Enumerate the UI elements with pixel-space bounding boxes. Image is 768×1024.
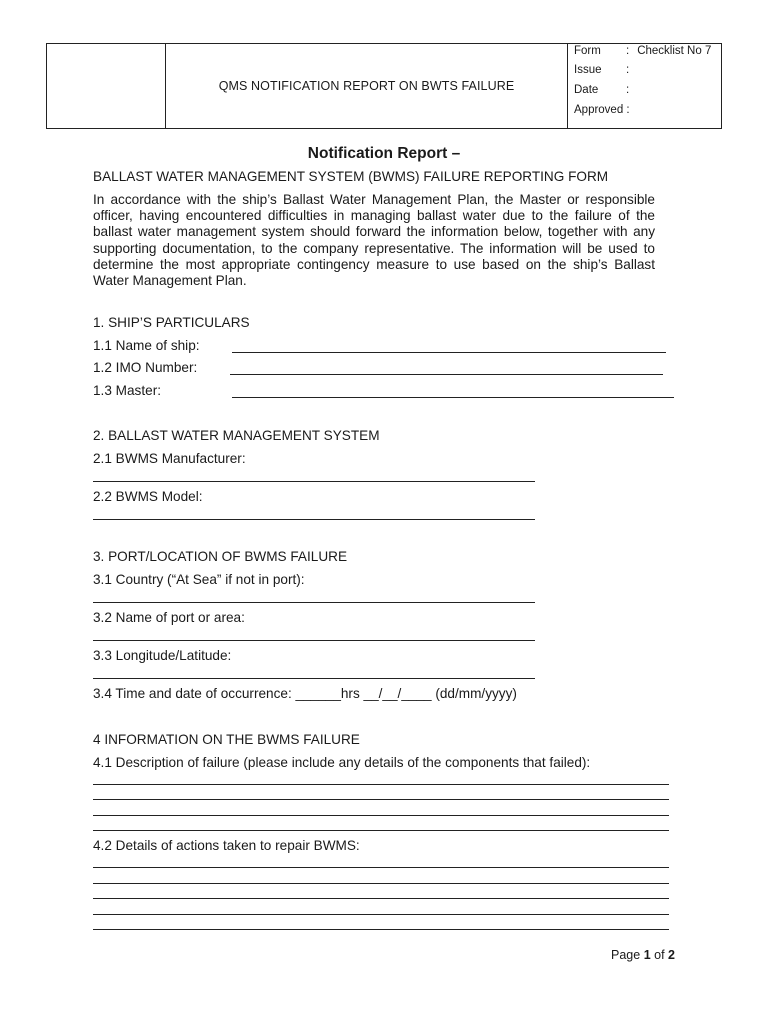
- label-name-of-ship: 1.1 Name of ship:: [93, 338, 200, 353]
- intro-paragraph: In accordance with the ship’s Ballast Water Management Plan, the Master or responsible officer, having encountered difficulties in managing ballast water due to the failure of the ballast water management system should forward the information below, together with any supporting documentation, to the company representative. The information will be used to determine the most appropriate contingency measure to use based on the ship’s Ballast Water Management Plan.: [93, 192, 655, 289]
- field-bwms-model[interactable]: [93, 519, 535, 520]
- field-bwms-manufacturer[interactable]: [93, 481, 535, 482]
- meta-approved: Approved :: [574, 104, 630, 116]
- meta-form: Form : Checklist No 7: [574, 45, 712, 57]
- label-time-date-occurrence[interactable]: 3.4 Time and date of occurrence: ______hrs __/__/____ (dd/mm/yyyy): [93, 686, 517, 701]
- report-title: Notification Report –: [307, 145, 461, 162]
- header-meta: [568, 44, 722, 128]
- label-failure-description: 4.1 Description of failure (please include any details of the components that failed):: [93, 755, 591, 770]
- label-port-or-area: 3.2 Name of port or area:: [93, 610, 245, 625]
- meta-form-value: Checklist No 7: [637, 45, 712, 57]
- field-repair-actions-line[interactable]: [93, 929, 669, 930]
- field-repair-actions-line[interactable]: [93, 883, 669, 884]
- field-repair-actions-line[interactable]: [93, 914, 669, 915]
- field-name-of-ship[interactable]: [232, 352, 666, 353]
- label-country: 3.1 Country (“At Sea” if not in port):: [93, 572, 305, 587]
- label-master: 1.3 Master:: [93, 383, 161, 398]
- label-imo-number: 1.2 IMO Number:: [93, 360, 198, 375]
- field-repair-actions-line[interactable]: [93, 898, 669, 899]
- meta-issue: Issue :: [574, 64, 630, 76]
- field-country[interactable]: [93, 602, 535, 603]
- document-header-table: [46, 43, 722, 129]
- meta-date: Date :: [574, 84, 630, 96]
- field-failure-description-line[interactable]: [93, 830, 669, 831]
- label-longitude-latitude: 3.3 Longitude/Latitude:: [93, 648, 232, 663]
- section-1-heading: 1. SHIP’S PARTICULARS: [93, 315, 250, 330]
- field-repair-actions-line[interactable]: [93, 867, 669, 868]
- label-repair-actions: 4.2 Details of actions taken to repair BWMS:: [93, 838, 360, 853]
- field-port-or-area[interactable]: [93, 640, 535, 641]
- field-imo-number[interactable]: [230, 374, 663, 375]
- page-number: Page 1 of 2: [611, 948, 675, 962]
- label-bwms-manufacturer: 2.1 BWMS Manufacturer:: [93, 451, 246, 466]
- field-failure-description-line[interactable]: [93, 815, 669, 816]
- field-failure-description-line[interactable]: [93, 799, 669, 800]
- section-4-heading: 4 INFORMATION ON THE BWMS FAILURE: [93, 732, 360, 747]
- label-bwms-model: 2.2 BWMS Model:: [93, 489, 203, 504]
- field-failure-description-line[interactable]: [93, 784, 669, 785]
- field-master[interactable]: [232, 397, 674, 398]
- section-3-heading: 3. PORT/LOCATION OF BWMS FAILURE: [93, 549, 348, 564]
- logo-cell: [47, 44, 166, 128]
- field-longitude-latitude[interactable]: [93, 678, 535, 679]
- form-subtitle: BALLAST WATER MANAGEMENT SYSTEM (BWMS) FAILURE REPORTING FORM: [93, 169, 609, 184]
- header-title: QMS NOTIFICATION REPORT ON BWTS FAILURE: [166, 44, 568, 128]
- section-2-heading: 2. BALLAST WATER MANAGEMENT SYSTEM: [93, 428, 380, 443]
